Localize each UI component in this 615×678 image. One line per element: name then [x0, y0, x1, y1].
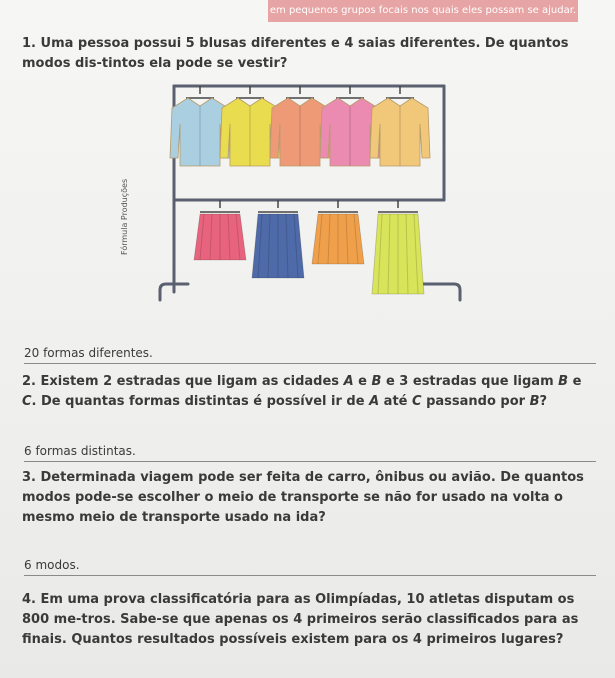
q2-part: até: [379, 394, 412, 409]
answer-3[interactable]: 6 modos.: [24, 557, 596, 576]
question-4: 4. Em uma prova classificatória para as Olimpíadas, 10 atletas disputam os 800 me-tros. Sabe-se que apenas os 4 primeiros serão classificados para as finais. Quantos resultados possíveis existem para os 4 primeiros lugares?: [22, 592, 579, 647]
city-c: C: [22, 394, 32, 409]
answer-1[interactable]: 20 formas diferentes.: [24, 345, 596, 364]
skirt-1: [194, 200, 246, 260]
q2-part: 2. Existem 2 estradas que ligam as cidades: [22, 374, 344, 389]
skirt-2: [252, 200, 304, 278]
city-b: B: [529, 394, 540, 409]
clothes-rack-illustration: [148, 80, 468, 312]
question-2: [22, 372, 597, 412]
city-a: A: [369, 394, 380, 409]
city-b: B: [371, 374, 382, 389]
q2-part: . De quantas formas distintas é possível ir de: [31, 394, 370, 409]
city-c: C: [412, 394, 422, 409]
q2-part: e: [353, 374, 372, 389]
skirt-3: [312, 200, 364, 264]
skirt-4: [372, 200, 424, 294]
city-a: A: [343, 374, 354, 389]
q2-part: passando por: [421, 394, 530, 409]
q2-part: e: [568, 374, 582, 389]
answer-2[interactable]: 6 formas distintas.: [24, 443, 596, 462]
question-3: 3. Determinada viagem pode ser feita de carro, ônibus ou avião. De quantos modos pode-se escolher o meio de transporte se não for usado na volta o mesmo meio de transporte usado na ida?: [22, 470, 584, 525]
q2-part: ?: [539, 394, 548, 409]
illustration-credit: Fórmula Produções: [120, 178, 129, 255]
top-banner: em pequenos grupos focais nos quais eles possam se ajudar.: [268, 0, 578, 22]
city-b: B: [558, 374, 569, 389]
question-1: 1. Uma pessoa possui 5 blusas diferentes e 4 saias diferentes. De quantos modos dis-tintos ela pode se vestir?: [22, 36, 569, 71]
q2-part: e 3 estradas que ligam: [381, 374, 559, 389]
